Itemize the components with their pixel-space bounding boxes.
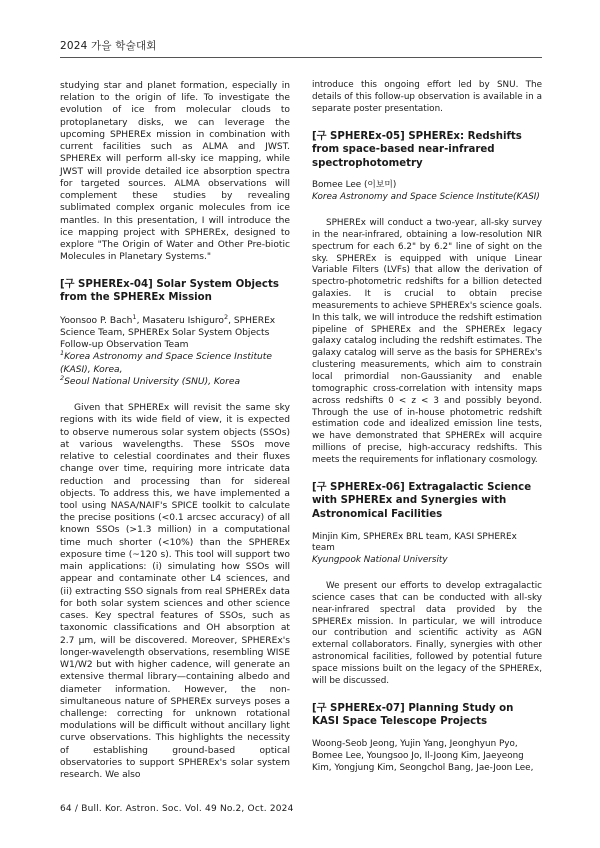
affiliation-mark: 1	[60, 349, 65, 358]
page-footer: 64 / Bull. Kor. Astron. Soc. Vol. 49 No.2, Oct. 2024	[60, 804, 294, 814]
section-title-sphere-05: [구 SPHEREx-05] SPHEREx: Redshifts from space-based near-infrared spectrophotometry	[312, 130, 522, 169]
author-name: Yoonsoo P. Bach	[60, 315, 133, 326]
author-list: Bomee Lee (이보미)	[312, 180, 397, 191]
affiliation-mark: 2	[60, 373, 65, 382]
author-list	[60, 312, 290, 352]
section-title-sphere-06: [구 SPHEREx-06] Extragalactic Science with SPHEREx and Synergies with Astronomical Facilities	[312, 481, 532, 520]
author-list: Minjin Kim, SPHEREx BRL team, KASI SPHEREx team	[312, 531, 517, 554]
continued-abstract: studying star and planet formation, especially in relation to the origin of life. To investigate the evolution of ice from molecular clouds to protoplanetary disks, we can leverage the upcoming SPHEREx mission in combination with current facilities such as ALMA and JWST. SPHEREx will perform all-sky ice mapping, while JWST will provide detailed ice absorption spectra for targeted sources. ALMA observations will complement these studies by revealing sublimated complex organic molecules from ice mantles. In this presentation, I will introduce the ice mapping project with SPHEREx, designed to explore "The Origin of Water and Other Pre-biotic Molecules in Planetary Systems."	[60, 81, 290, 263]
right-column	[312, 80, 542, 774]
affiliation	[60, 351, 290, 388]
abstract-body: We present our efforts to develop extragalactic science cases that can be conducted with all-sky near-infrared spectral data provided by the SPHEREx mission. In particular, we will introduce our contribution and scientific activity as AGN external collaborators. Finally, synergies with other astronomical facilities, followed by potential future space missions built on the legacy of the SPHEREx, will be discussed.	[312, 581, 542, 686]
author-name: , Masateru Ishiguro	[136, 315, 224, 326]
section-title-sphere-07: [구 SPHEREx-07] Planning Study on KASI Space Telescope Projects	[312, 702, 514, 728]
abstract-body: Given that SPHEREx will revisit the same sky regions with its wide field of view, it is expected to observe numerous solar system objects (SSOs) at various wavelengths. These SSOs move relative to celestial coordinates and their fluxes change over time, requiring more intricate data reduction and processing than for sidereal objects. To address this, we have implemented a tool using NASA/NAIF's SPICE toolkit to calculate the precise positions (<0.1 arcsec accuracy) of all known SSOs (>1.3 million) in a computational time much shorter (<10%) than the SPHEREx exposure time (~120 s). This tool will support two main applications: (i) simulating how SSOs will appear and contaminate other L4 sciences, and (ii) extracting SSO signals from real SPHEREx data for both solar system sciences and other science cases. Key spectral features of SSOs, such as taxonomic classifications and OH absorption at 2.7 μm, will be discovered. Moreover, SPHEREx's longer-wavelength observations, resembling WISE W1/W2 but with higher cadence, will generate an extensive thermal library—containing albedo and diameter information. However, the non-simultaneous nature of SPHEREx surveys poses a challenge: correcting for unknown rotational modulations will be difficult without ancillary light curve observations. This highlights the necessity of establishing ground-based optical observatories to support SPHEREx's solar system research. We also	[60, 403, 290, 781]
affiliation-text: Korea Astronomy and Space Science Institute (KASI), Korea,	[60, 352, 272, 375]
author-list: Woong-Seob Jeong, Yujin Yang, Jeonghyun Pyo, Bomee Lee, Youngsoo Jo, Il-Joong Kim, Jaeyeong Kim, Yongjung Kim, Seongchol Bang, Jae-Joon Lee,	[312, 738, 534, 773]
abstract-body: SPHEREx will conduct a two-year, all-sky survey in the near-infrared, obtaining a low-resolution NIR spectrum for each 6.2" by 6.2" line of sight on the sky. SPHEREx is equipped with unique Linear Variable Filters (LVFs) that allow the derivation of spectro-photometric redshifts for a billion detected galaxies. It is crucial to obtain precise measurements to achieve SPHEREx's science goals. In this talk, we will introduce the redshift estimation pipeline of SPHEREx and the SPHEREx legacy galaxy catalog including the redshift estimates. The galaxy catalog will serve as the basis for SPHEREx's clustering measurements, which aim to constrain local primordial non-Gaussianity and enable tomographic cross-correlation with intensity maps across redshifts 0 < z < 3 and possibly beyond. Through the use of in-house photometric redshift estimation code and idealized emission line tests, we have demonstrated that SPHEREx will acquire millions of precise, high-accuracy redshifts. This meets the requirements for inflationary cosmology.	[312, 218, 542, 465]
author-name: , SPHEREx Science Team, SPHEREx Solar System Objects Follow-up Observation Team	[60, 315, 276, 351]
running-header: 2024 가을 학술대회	[60, 40, 157, 52]
affiliation-mark: 1	[132, 312, 137, 321]
left-column	[60, 80, 290, 781]
section-title-sphere-04: [구 SPHEREx-04] Solar System Objects from the SPHEREx Mission	[60, 278, 279, 304]
header-rule	[60, 57, 542, 58]
affiliation: Korea Astronomy and Space Science Institute(KASI)	[312, 192, 540, 203]
affiliation-mark: 2	[223, 312, 229, 321]
affiliation-text: Seoul National University (SNU), Korea	[64, 376, 241, 387]
affiliation: Kyungpook National University	[312, 555, 448, 566]
continued-abstract: introduce this ongoing effort led by SNU. The details of this follow-up observation is available in a separate poster presentation.	[312, 80, 542, 114]
